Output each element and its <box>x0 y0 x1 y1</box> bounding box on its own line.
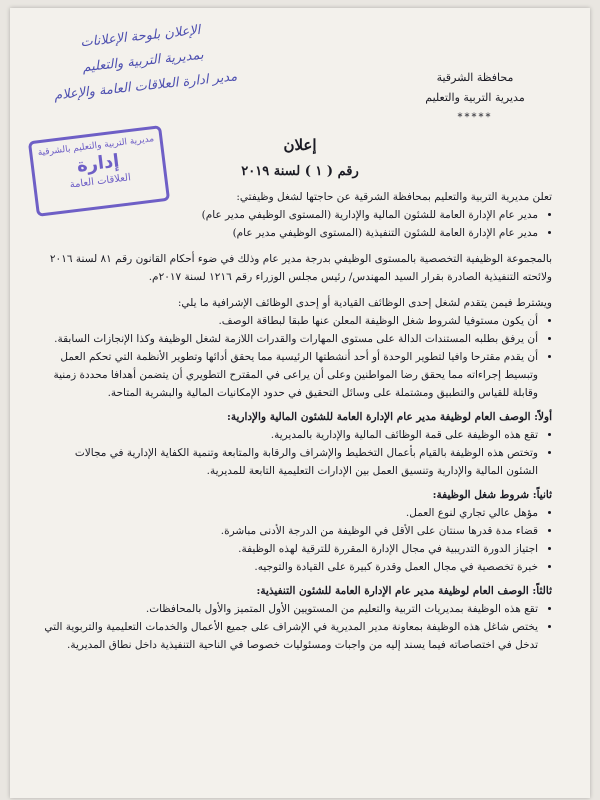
handwritten-note <box>25 12 262 111</box>
section-3-item: • تقع هذه الوظيفة بمديريات التربية والتعليم من المستويين الأول المتميز والأول بالمحافظات. <box>40 600 538 618</box>
announcement-page <box>10 8 590 798</box>
section-1-item: • وتختص هذه الوظيفة بالقيام بأعمال التخطيط والإشراف والرقابة والمتابعة وتنمية الكفاية الإدارية في مجالات الشئون المالية والإدارية وتنسيق العمل بين الإدارات التعليمية التابعة للمديرية. <box>40 444 538 480</box>
law-text: بالمجموعة الوظيفية التخصصية بالمستوى الوظيفي بدرجة مدير عام وذلك في ضوء أحكام القانون رقم ٨١ لسنة ٢٠١٦ ولائحته التنفيذية الصادرة بقرار السيد المهندس/ رئيس مجلس الوزراء رقم ١٢١٦ لسنة ٢٠١٧م. <box>49 253 552 283</box>
directorate-label: مديرية التربية والتعليم <box>425 91 525 104</box>
section-3-list <box>40 600 552 654</box>
position-item: • مدير عام الإدارة العامة للشئون المالية والإدارية (المستوى الوظيفي مدير عام) <box>40 206 538 224</box>
stamp-line-3: العلاقات العامة <box>69 172 132 191</box>
condition-item: • أن يكون مستوفيا لشروط شغل الوظيفة المعلن عنها طبقا لبطاقة الوصف. <box>40 312 538 330</box>
section-3-item: • يختص شاغل هذه الوظيفة بمعاونة مدير المديرية في الإشراف على جميع الأعمال والخدمات التعليمية والتربوية التي تدخل في اختصاصاته فيما يسند إليه من واجبات ومسئوليات خصوصا في الناحية التنفيذية داخل نطاق المديرية. <box>40 618 538 654</box>
conditions-intro: ويشترط فيمن يتقدم لشغل إحدى الوظائف القيادية أو إحدى الوظائف الإشرافية ما يلي: <box>177 297 552 309</box>
section-2-item: • خبرة تخصصية في مجال العمل وقدرة كبيرة على القيادة والتوجيه. <box>40 558 538 576</box>
section-1-list <box>40 426 552 480</box>
handwritten-line-2: بمديرية التربية والتعليم <box>81 47 205 76</box>
letterhead <box>400 68 550 128</box>
announcement-body <box>40 188 552 654</box>
section-3-heading: ثالثاً: الوصف العام لوظيفة مدير عام الإدارة العامة للشئون التنفيذية: <box>256 585 552 597</box>
stamp-line-1: مديرية التربية والتعليم بالشرقية <box>37 134 155 159</box>
conditions-list <box>40 312 552 402</box>
section-2-item: • قضاء مدة قدرها سنتان على الأقل في الوظيفة من الدرجة الأدنى مباشرة. <box>40 522 538 540</box>
governorate-label: محافظة الشرقية <box>436 71 514 84</box>
announcement-title: إعلان <box>283 136 317 154</box>
stamp-line-2: إدارة <box>75 150 121 177</box>
section-1-item: • تقع هذه الوظيفة على قمة الوظائف المالية والإدارية بالمديرية. <box>40 426 538 444</box>
stars-divider: ***** <box>457 112 493 123</box>
handwritten-line-1: الإعلان بلوحة الإعلانات <box>79 22 202 51</box>
section-2-list <box>40 504 552 576</box>
handwritten-line-3: مدير ادارة العلاقات العامة والإعلام <box>53 69 238 104</box>
section-1-heading: أولاً: الوصف العام لوظيفة مدير عام الإدارة العامة للشئون المالية والإدارية: <box>226 411 552 423</box>
section-2-item: • مؤهل عالي تجاري لنوع العمل. <box>40 504 538 522</box>
condition-item: • أن يقدم مقترحا وافيا لتطوير الوحدة أو أحد أنشطتها الرئيسية مما يحقق أدائها وتطوير الأنظمة التي تحكم العمل وتبسيط إجراءاته مما يحقق رضا المواطنين وعلى أن يراعى في المقترح التطويري أن يتضمن أهدافا محددة زمنية وقابلة للقياس والتطبيق ومشتملة على وسائل التحقيق في حدود الإمكانيات المالية والبشرية المتاحة. <box>40 348 538 402</box>
condition-item: • أن يرفق بطلبه المستندات الدالة على مستوى المهارات والقدرات اللازمة لشغل الوظيفة وكذا الإنجازات السابقة. <box>40 330 538 348</box>
position-item: • مدير عام الإدارة العامة للشئون التنفيذية (المستوى الوظيفي مدير عام) <box>40 224 538 242</box>
announcement-number: رقم ( ١ ) لسنة ٢٠١٩ <box>241 164 359 179</box>
section-2-item: • اجتياز الدورة التدريبية في مجال الإدارة المقررة للترقية لهذه الوظيفة. <box>40 540 538 558</box>
intro-text: تعلن مديرية التربية والتعليم بمحافظة الشرقية عن حاجتها لشغل وظيفتي: <box>236 191 552 203</box>
section-2-heading: ثانياً: شروط شغل الوظيفة: <box>432 489 552 501</box>
positions-list <box>40 206 552 242</box>
